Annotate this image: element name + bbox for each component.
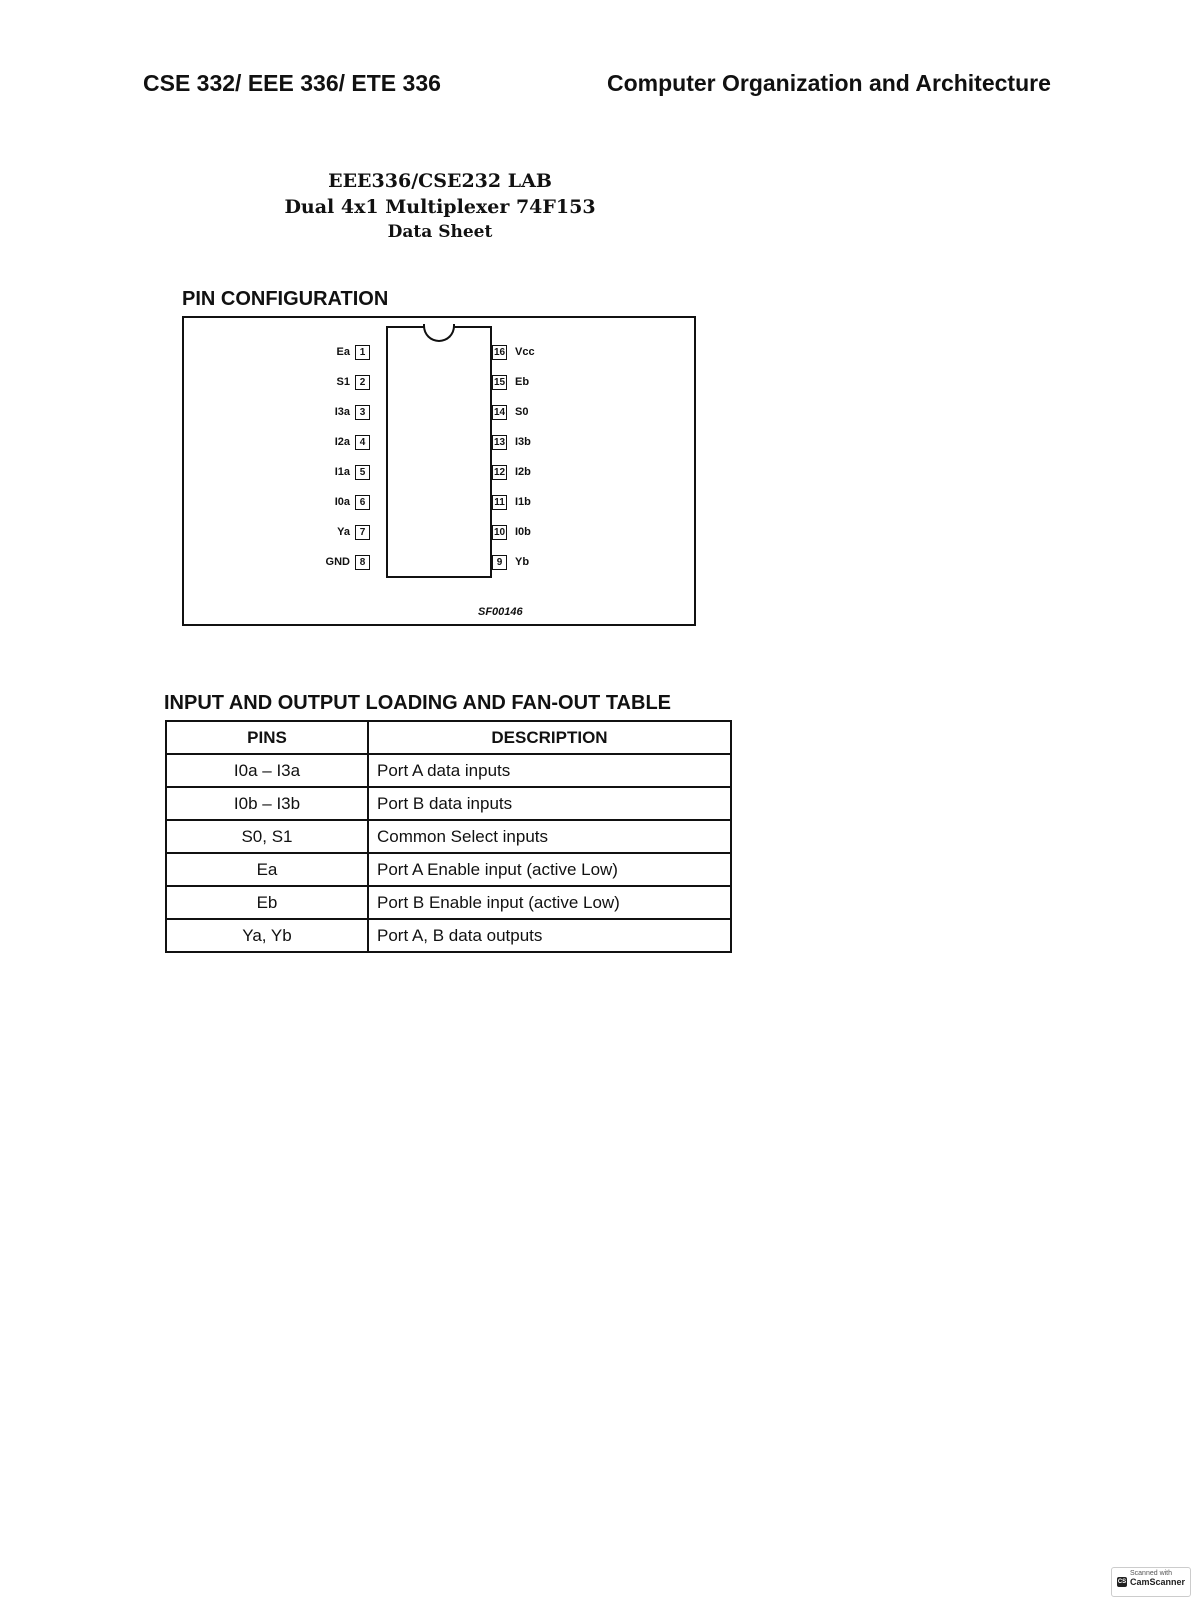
pin-label: I3b [515, 436, 531, 448]
pin-label: Yb [515, 556, 530, 568]
left-pin-6 [270, 492, 370, 512]
doc-title-line1: EEE336/CSE232 LAB [328, 170, 552, 192]
right-pin-16 [492, 342, 592, 362]
pin-number: 11 [492, 495, 507, 510]
pin-label: I1a [334, 466, 350, 478]
pin-number: 7 [355, 525, 370, 540]
figure-code: SF00146 [478, 606, 523, 618]
left-pin-2 [270, 372, 370, 392]
row-description: Port A Enable input (active Low) [368, 853, 731, 886]
pin-number: 5 [355, 465, 370, 480]
row-description: Port A data inputs [368, 754, 731, 787]
row-pins: Eb [166, 886, 368, 919]
pin-number: 1 [355, 345, 370, 360]
row-pins: I0a – I3a [166, 754, 368, 787]
column-header-description: DESCRIPTION [368, 721, 731, 754]
right-pin-9 [492, 552, 592, 572]
doc-title-line2: Dual 4x1 Multiplexer 74F153 [284, 196, 596, 218]
fanout-table-heading: INPUT AND OUTPUT LOADING AND FAN-OUT TABLE [164, 692, 672, 714]
pin-number: 13 [493, 436, 506, 448]
table-header-row [166, 721, 731, 754]
fanout-table [165, 720, 732, 953]
ic-package-body [386, 326, 492, 578]
table-row [166, 853, 731, 886]
row-pins: Ya, Yb [166, 919, 368, 952]
camscanner-watermark [1111, 1567, 1191, 1597]
left-pin-5 [270, 462, 370, 482]
left-pin-1 [270, 342, 370, 362]
right-pin-13 [492, 432, 592, 452]
pin-number: 15 [493, 376, 506, 388]
pin-number: 6 [355, 495, 370, 510]
pin-number: 3 [355, 405, 370, 420]
left-pin-3 [270, 402, 370, 422]
pin-label: Ya [337, 526, 350, 538]
row-description: Port B data inputs [368, 787, 731, 820]
pin-label: I1b [515, 496, 531, 508]
pin-label: I2b [515, 466, 531, 478]
pin-label: I2a [334, 436, 350, 448]
pin-number: 2 [355, 375, 370, 390]
row-pins: Ea [166, 853, 368, 886]
table-row [166, 820, 731, 853]
right-pin-10 [492, 522, 592, 542]
row-description: Port A, B data outputs [368, 919, 731, 952]
pin-label: I3a [334, 406, 350, 418]
pin-label: Eb [515, 376, 530, 388]
left-pin-8 [270, 552, 370, 572]
table-row [166, 787, 731, 820]
camscanner-logo-icon: CS [1117, 1579, 1127, 1585]
left-pin-7 [270, 522, 370, 542]
pin-label: S0 [515, 406, 529, 418]
column-header-pins: PINS [166, 721, 368, 754]
watermark-brand: CamScanner [1129, 1577, 1186, 1587]
pin-number: 12 [493, 466, 506, 478]
watermark-caption: Scanned with [1129, 1570, 1173, 1577]
header-course: CSE 332/ EEE 336/ ETE 336 [143, 70, 441, 96]
pin-label: GND [325, 556, 350, 568]
row-pins: S0, S1 [166, 820, 368, 853]
table-row [166, 754, 731, 787]
right-pin-14 [492, 402, 592, 422]
pin-number: 8 [355, 555, 370, 570]
pin-number: 10 [493, 526, 506, 538]
right-pin-12 [492, 462, 592, 482]
pin-number: 14 [493, 406, 506, 418]
right-pin-15 [492, 372, 592, 392]
header-subject: Computer Organization and Architecture [607, 70, 1051, 96]
pin-number: 9 [492, 555, 507, 570]
row-description: Common Select inputs [368, 820, 731, 853]
table-row [166, 919, 731, 952]
row-description: Port B Enable input (active Low) [368, 886, 731, 919]
right-pin-11 [492, 492, 592, 512]
pin-label: Ea [336, 346, 350, 358]
left-pin-4 [270, 432, 370, 452]
table-row [166, 886, 731, 919]
pin-label: I0b [515, 526, 531, 538]
pin-number: 4 [355, 435, 370, 450]
pin-label: I0a [334, 496, 350, 508]
pin-label: S1 [336, 376, 350, 388]
pin-label: Vcc [515, 346, 535, 358]
row-pins: I0b – I3b [166, 787, 368, 820]
doc-title-line3: Data Sheet [387, 222, 493, 242]
pin-number: 16 [493, 346, 506, 358]
pin-config-heading: PIN CONFIGURATION [182, 288, 389, 310]
